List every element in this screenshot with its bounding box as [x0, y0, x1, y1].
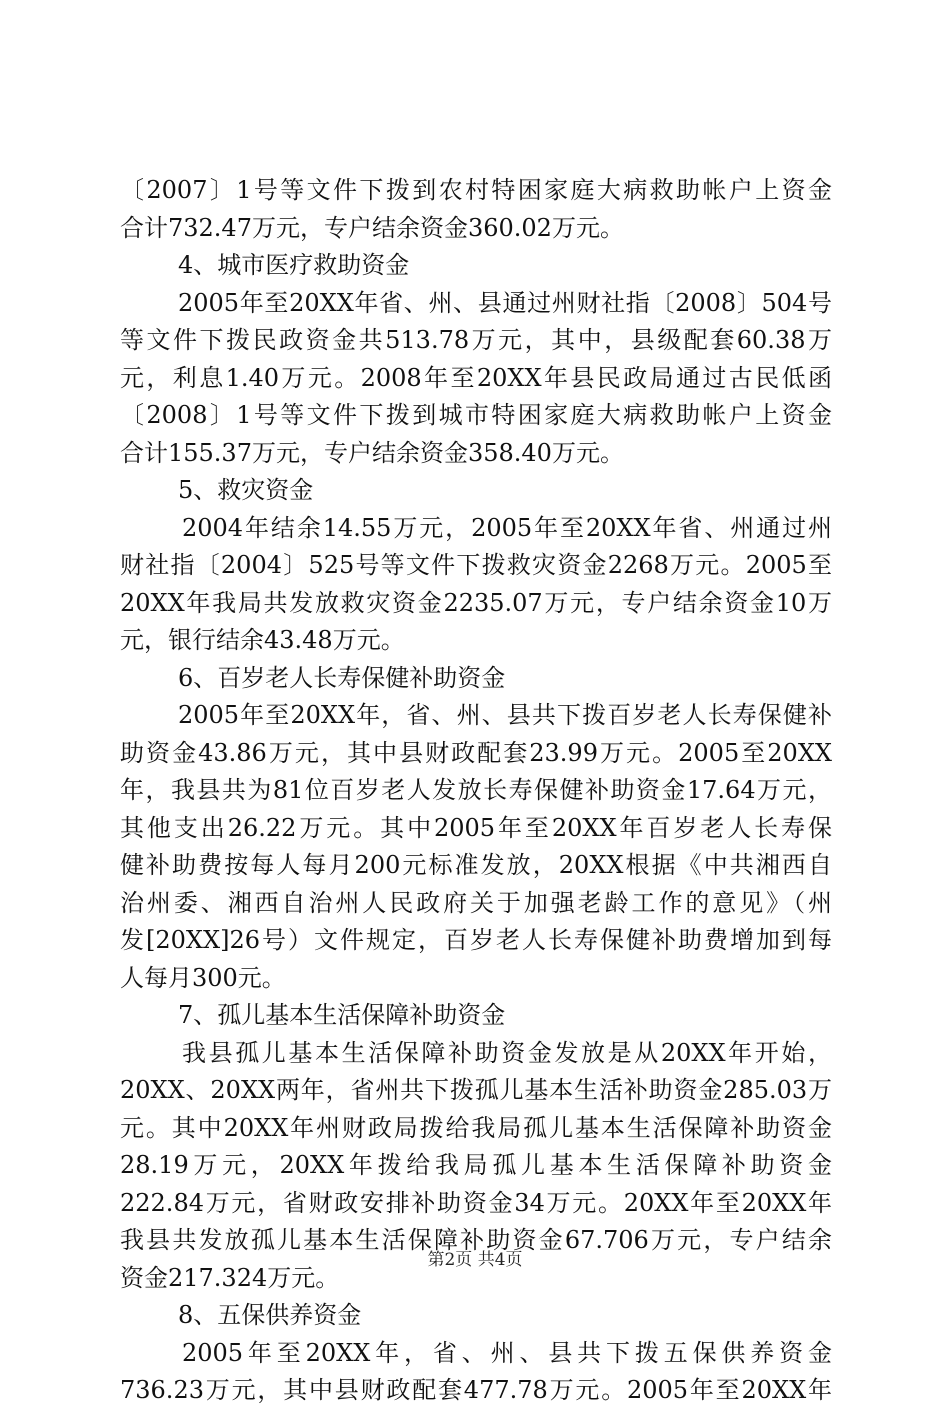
- paragraph-line: 20XX、20XX两年，省州共下拨孤儿基本生活补助资金285.03万: [120, 1076, 832, 1104]
- paragraph-line: 28.19万元，20XX年拨给我局孤儿基本生活保障补助资金: [120, 1151, 832, 1179]
- paragraph-line: 合计732.47万元，专户结余资金360.02万元。: [120, 213, 624, 242]
- paragraph-line: 〔2008〕1号等文件下拨到城市特困家庭大病救助帐户上资金: [120, 401, 832, 429]
- page-footer: [0, 1245, 950, 1270]
- paragraph-line: 2005年至20XX年，省、州、县共下拨百岁老人长寿保健补: [178, 701, 832, 729]
- section-heading: 7、孤儿基本生活保障补助资金: [178, 1001, 506, 1029]
- paragraph-line: 人每月300元。: [120, 963, 286, 992]
- paragraph-line: 合计155.37万元，专户结余资金358.40万元。: [120, 438, 624, 467]
- paragraph-line: 我县孤儿基本生活保障补助资金发放是从20XX年开始，: [182, 1038, 832, 1067]
- section-heading: 6、百岁老人长寿保健补助资金: [178, 663, 506, 692]
- page-number: 第2页 共4页: [427, 1250, 523, 1270]
- paragraph-line: 财社指〔2004〕525号等文件下拨救灾资金2268万元。2005至: [120, 551, 832, 579]
- paragraph-line: 健补助费按每人每月200元标准发放，20XX根据《中共湘西自: [120, 851, 832, 879]
- paragraph-line: 736.23万元，其中县财政配套477.78万元。2005年至20XX年: [120, 1376, 832, 1404]
- document-body: [120, 172, 832, 1410]
- section-heading: 5、救灾资金: [178, 476, 314, 504]
- paragraph-line: 元。其中20XX年州财政局拨给我局孤儿基本生活保障补助资金: [120, 1113, 832, 1142]
- paragraph-line: 等文件下拨民政资金共513.78万元，其中，县级配套60.38万: [120, 326, 832, 354]
- paragraph-line: 2004年结余14.55万元，2005年至20XX年省、州通过州: [182, 513, 832, 542]
- paragraph-line: 其他支出26.22万元。其中2005年至20XX年百岁老人长寿保: [120, 813, 832, 842]
- paragraph-line: 222.84万元，省财政安排补助资金34万元。20XX年至20XX年: [120, 1188, 832, 1217]
- paragraph-line: 发[20XX]26号）文件规定，百岁老人长寿保健补助费增加到每: [120, 926, 832, 954]
- paragraph-line: 20XX年我局共发放救灾资金2235.07万元，专户结余资金10万: [120, 588, 832, 617]
- paragraph-line: 助资金43.86万元，其中县财政配套23.99万元。2005至20XX: [120, 738, 832, 767]
- paragraph-line: 我县共发放孤儿基本生活保障补助资金67.706万元，专户结余: [120, 1226, 832, 1254]
- paragraph-line: 资金217.324万元。: [120, 1263, 340, 1292]
- paragraph-line: 元，银行结余43.48万元。: [120, 626, 405, 654]
- paragraph-line: 〔2007〕1号等文件下拨到农村特困家庭大病救助帐户上资金: [120, 176, 832, 204]
- section-heading: 8、五保供养资金: [178, 1301, 362, 1329]
- paragraph-line: 年，我县共为81位百岁老人发放长寿保健补助资金17.64万元，: [120, 776, 832, 804]
- paragraph-line: 治州委、湘西自治州人民政府关于加强老龄工作的意见》（州: [120, 888, 832, 917]
- paragraph-line: 2005年至20XX年省、州、县通过州财社指〔2008〕504号: [178, 288, 832, 317]
- section-heading: 4、城市医疗救助资金: [178, 251, 410, 279]
- paragraph-line: 元，利息1.40万元。2008年至20XX年县民政局通过古民低函: [120, 363, 832, 392]
- paragraph-line: 2005年至20XX年，省、州、县共下拨五保供养资金: [182, 1338, 832, 1367]
